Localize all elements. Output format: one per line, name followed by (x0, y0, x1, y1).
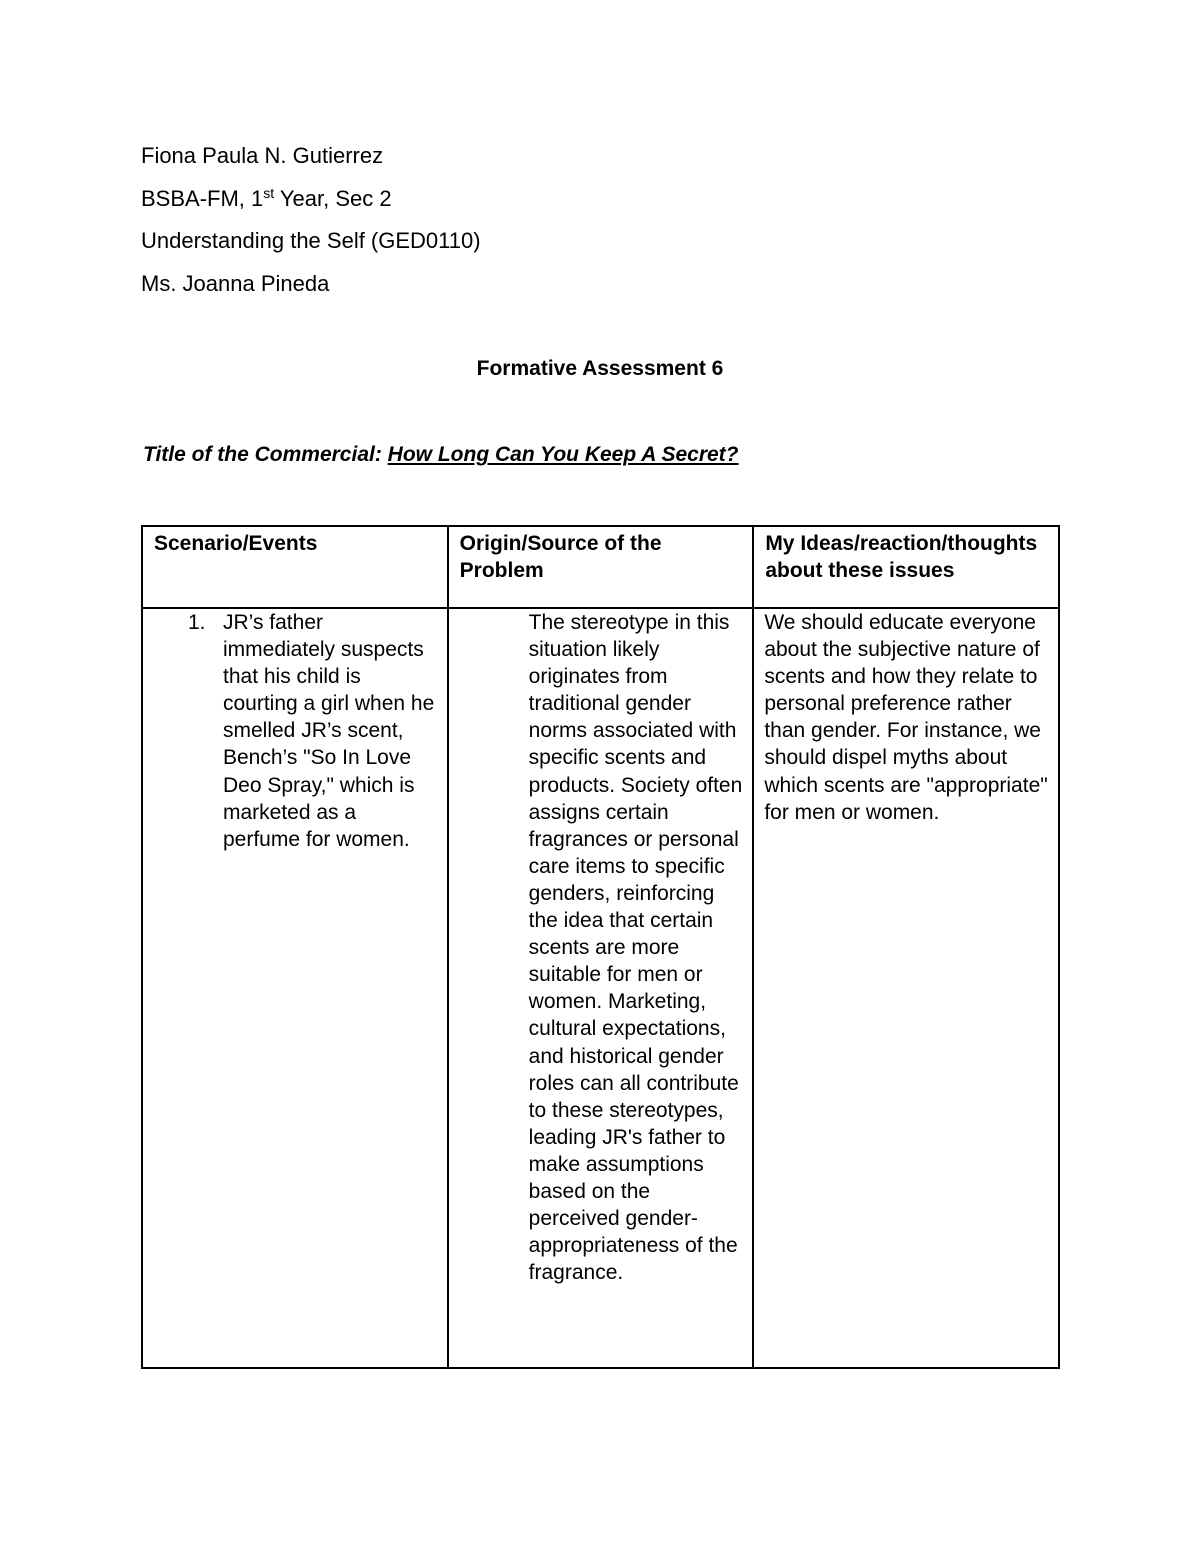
item-number: 1. (188, 611, 206, 634)
origin-text: The stereotype in this situation likely originates from traditional gender norms associated with specific scents and products. Society often assigns certain fragrances or personal care items to specific genders, reinforcing the idea that certain scents are more suitable for men or women. Marketing, cultural expectations, and historical gender roles can all contribute to these stereotypes, leading JR's father to make assumptions based on the perceived gender-appropriateness of the fragrance. (528, 611, 743, 1285)
program-line (141, 186, 392, 212)
header-origin: Origin/Source of the Problem (448, 526, 754, 608)
instructor-name: Ms. Joanna Pineda (141, 271, 330, 296)
table-row (142, 608, 1059, 1368)
scenario-text: JR’s father immediately suspects that his child is courting a girl when he smelled JR’s scent, Bench’s "So In Love Deo Spray," which is marketed as a perfume for women. (223, 611, 435, 851)
program-suffix: Year, Sec 2 (274, 186, 392, 211)
table-header-row (142, 526, 1059, 608)
student-name: Fiona Paula N. Gutierrez (141, 143, 384, 168)
commercial-label: Title of the Commercial: (143, 443, 382, 466)
scenario-cell (142, 608, 448, 1368)
ideas-cell (753, 608, 1059, 1368)
program-superscript: st (263, 185, 275, 201)
page-title: Formative Assessment 6 (476, 357, 724, 380)
course-name: Understanding the Self (GED0110) (141, 228, 481, 253)
assessment-table (141, 525, 1060, 1369)
header-scenario: Scenario/Events (142, 526, 448, 608)
header-ideas: My Ideas/reaction/thoughts about these issues (753, 526, 1059, 608)
program-prefix: BSBA-FM, 1 (141, 186, 264, 211)
origin-cell (448, 608, 754, 1368)
commercial-name: How Long Can You Keep A Secret? (387, 443, 739, 466)
commercial-title-line (143, 442, 739, 468)
ideas-text: We should educate everyone about the subjective nature of scents and how they relate to personal preference rather than gender. For instance, we should dispel myths about which scents are "appropriate" for men or women. (764, 611, 1048, 824)
